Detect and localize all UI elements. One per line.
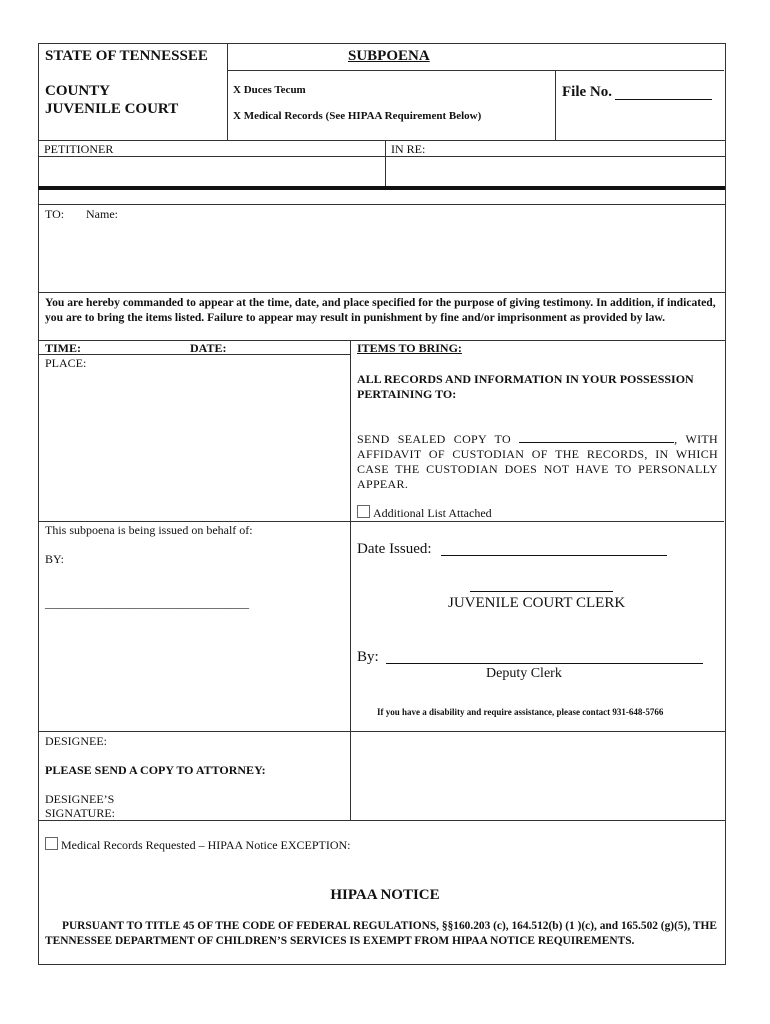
hipaa-notice-title: HIPAA NOTICE bbox=[330, 887, 440, 903]
clerk-title: JUVENILE COURT CLERK bbox=[448, 595, 626, 611]
hipaa-exception-checkbox[interactable] bbox=[45, 837, 58, 850]
medical-records-option[interactable]: X Medical Records (See HIPAA Requirement Below) bbox=[233, 110, 482, 122]
deputy-clerk-label: Deputy Clerk bbox=[486, 666, 562, 681]
all-records-text: ALL RECORDS AND INFORMATION IN YOUR POSSESSION PERTAINING TO: bbox=[357, 372, 694, 401]
court-label: JUVENILE COURT bbox=[45, 101, 179, 117]
to-label: TO: bbox=[45, 207, 65, 221]
thick-separator bbox=[38, 186, 725, 190]
date-issued-field[interactable] bbox=[441, 542, 667, 556]
time-label: TIME: bbox=[45, 341, 81, 355]
header-divider-1 bbox=[227, 43, 228, 140]
send-sealed-part1: SEND SEALED COPY TO bbox=[357, 432, 511, 446]
file-no-label: File No. bbox=[562, 84, 612, 100]
hipaa-exception-label: Medical Records Requested – HIPAA Notice EXCEPTION: bbox=[61, 838, 351, 852]
clerk-signature-field[interactable] bbox=[470, 578, 613, 592]
hipaa-rule bbox=[38, 820, 725, 821]
to-top-rule bbox=[38, 204, 725, 205]
additional-list-option[interactable] bbox=[357, 505, 492, 521]
additional-list-checkbox[interactable] bbox=[357, 505, 370, 518]
petitioner-field[interactable] bbox=[40, 158, 383, 185]
header-bottom-rule bbox=[38, 140, 725, 141]
in-re-label: IN RE: bbox=[391, 142, 426, 156]
send-sealed-text bbox=[357, 431, 718, 492]
parties-divider bbox=[385, 140, 386, 187]
state-label: STATE OF TENNESSEE bbox=[45, 48, 208, 64]
by-label-right: By: bbox=[357, 649, 379, 665]
deputy-signature-field[interactable] bbox=[386, 650, 703, 664]
items-to-bring-text: ITEMS TO BRING: bbox=[357, 341, 462, 355]
hipaa-exception-option[interactable] bbox=[45, 837, 351, 853]
send-sealed-part2: , WITH AFFIDAVIT OF CUSTODIAN OF THE RECORDS, IN WHICH CASE THE CUSTODIAN DOES NOT HAVE TO PERSONALLY APPEAR. bbox=[357, 432, 718, 491]
items-to-bring-label bbox=[357, 341, 462, 356]
issuer-signature-line[interactable]: __________________________________ bbox=[45, 596, 249, 610]
county-label: COUNTY bbox=[45, 83, 111, 99]
designee-signature-label-1: DESIGNEE’S bbox=[45, 792, 115, 806]
behalf-text: This subpoena is being issued on behalf of: bbox=[45, 523, 253, 537]
right-mid-rule bbox=[350, 521, 724, 522]
header-divider-2 bbox=[555, 70, 556, 140]
disability-note: If you have a disability and require assistance, please contact 931-648-5766 bbox=[377, 707, 664, 717]
designee-rule bbox=[38, 731, 725, 732]
middle-divider bbox=[350, 340, 351, 820]
in-re-field[interactable] bbox=[387, 158, 723, 185]
duces-tecum-option[interactable]: X Duces Tecum bbox=[233, 84, 306, 96]
place-label: PLACE: bbox=[45, 356, 87, 370]
behalf-rule bbox=[38, 521, 351, 522]
designee-label: DESIGNEE: bbox=[45, 734, 107, 748]
name-label: Name: bbox=[86, 207, 118, 221]
attorney-copy-label: PLEASE SEND A COPY TO ATTORNEY: bbox=[45, 763, 266, 777]
additional-list-label: Additional List Attached bbox=[373, 506, 492, 520]
designee-signature-label-2: SIGNATURE: bbox=[45, 806, 116, 820]
date-label: DATE: bbox=[190, 341, 227, 355]
doc-title: SUBPOENA bbox=[348, 48, 430, 64]
to-bottom-rule bbox=[38, 292, 725, 293]
parties-label-rule bbox=[38, 156, 725, 157]
name-field[interactable] bbox=[125, 206, 720, 288]
by-label-left: BY: bbox=[45, 552, 64, 566]
date-issued-label: Date Issued: bbox=[357, 541, 432, 557]
hipaa-notice-text: PURSUANT TO TITLE 45 OF THE CODE OF FEDERAL REGULATIONS, §§160.203 (c), 164.512(b) (1 )(c), and 165.502 (g)(5), THE TENNESSEE DEPARTMENT OF CHILDREN’S SERVICES IS EXEMPT FROM HIPAA NOTICE REQUIREMENTS. bbox=[45, 920, 717, 947]
title-underline-rule bbox=[227, 70, 724, 71]
command-text: You are hereby commanded to appear at the time, date, and place specified for the purpose of giving testimony. In addition, if indicated, you are to bring the items listed. Failure to appear may result in punishment by fine and/or imprisonment as provided by law. bbox=[45, 296, 716, 324]
petitioner-label: PETITIONER bbox=[44, 142, 114, 156]
file-no-field[interactable] bbox=[615, 86, 712, 100]
send-to-field[interactable] bbox=[519, 431, 674, 443]
